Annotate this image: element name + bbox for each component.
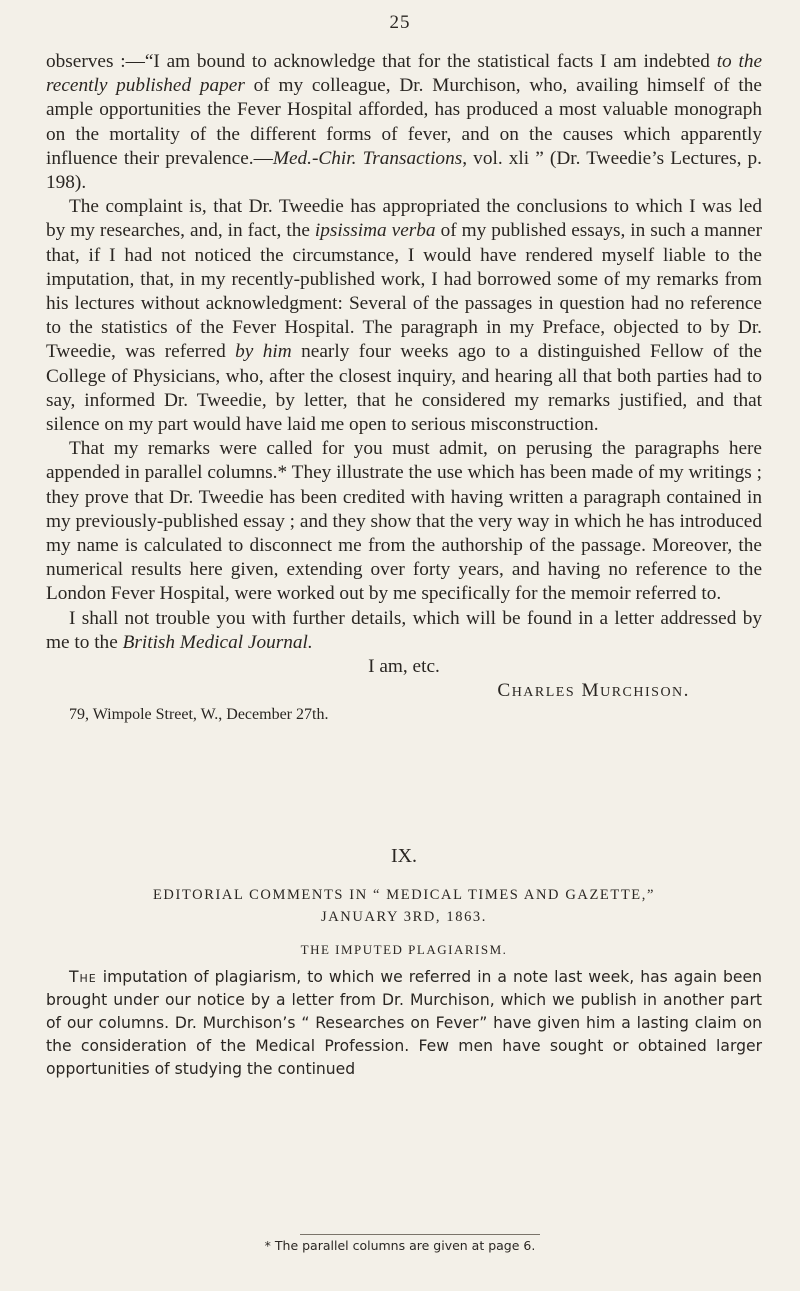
page-number: 25 [389, 12, 411, 33]
footnote: * The parallel columns are given at page 6. [264, 1238, 536, 1253]
letter-signature: Charles Murchison. [497, 680, 690, 702]
footnote-rule [300, 1234, 540, 1235]
editorial-paragraph-1: The imputation of plagiarism, to which we referred in a note last week, has again been brought under our notice by a letter from Dr. Murchison, which we publish in another part of our columns. Dr. Murchison’s “ Researches on Fever” have given him a lasting claim on the consideration of the Medical Profession. Few men have sought or obtained larger opportunities of studying the continued [46, 968, 762, 1078]
section-title: EDITORIAL COMMENTS IN “ MEDICAL TIMES AND GAZETTE,” [152, 887, 656, 903]
letter-closing: I am, etc. [368, 656, 440, 678]
letter-body [46, 50, 762, 728]
letter-paragraph-2: The complaint is, that Dr. Tweedie has appropriated the conclusions to which I was led by my researches, and, in fact, the ipsissima verba of my published essays, in such a manner that, if I had not noticed the circumstance, I would have rendered myself liable to the imputation, that, in my recently-published work, I had borrowed some of my remarks from his lectures without acknowledgment: Several of the passages in question had no reference to the statistics of the Fever Hospital. The paragraph in my Preface, objected to by Dr. Tweedie, was referred by him nearly four weeks ago to a distinguished Fellow of the College of Physicians, who, after the closest inquiry, and hearing all that both parties had to say, informed Dr. Tweedie, by letter, that he considered my remarks justified, and that silence on my part would have laid me open to serious misconstruction. [46, 196, 762, 436]
editorial-section [46, 845, 762, 1081]
section-numeral: IX. [390, 845, 418, 867]
letter-paragraph-1: observes :—“I am bound to acknowledge that for the statistical facts I am indebted to the recently published paper of my colleague, Dr. Murchison, who, availing himself of the ample opportunities the Fever Hospital afforded, has produced a most valuable monograph on the mortality of the different forms of fever, and on the causes which apparently influence their prevalence.—Med.-Chir. Transactions, vol. xli ” (Dr. Tweedie’s Lectures, p. 198). [46, 51, 763, 194]
section-subtitle: THE IMPUTED PLAGIARISM. [300, 942, 508, 957]
section-date: JANUARY 3RD, 1863. [320, 909, 488, 925]
letter-paragraph-4: I shall not trouble you with further details, which will be found in a letter addressed by me to the British Medical Journal. [46, 607, 762, 653]
letter-paragraph-3: That my remarks were called for you must admit, on perusing the paragraphs here appended in parallel columns.* They illustrate the use which has been made of my writings ; they prove that Dr. Tweedie has been credited with having written a paragraph contained in my previously-published essay ; and they show that the very way in which he has introduced my name is calculated to disconnect me from the authorship of the passage. Moreover, the numerical results here given, extending over forty years, and having no reference to the London Fever Hospital, were worked out by me specifically for the memoir referred to. [46, 438, 762, 605]
letter-address: 79, Wimpole Street, W., December 27th. [69, 706, 329, 724]
